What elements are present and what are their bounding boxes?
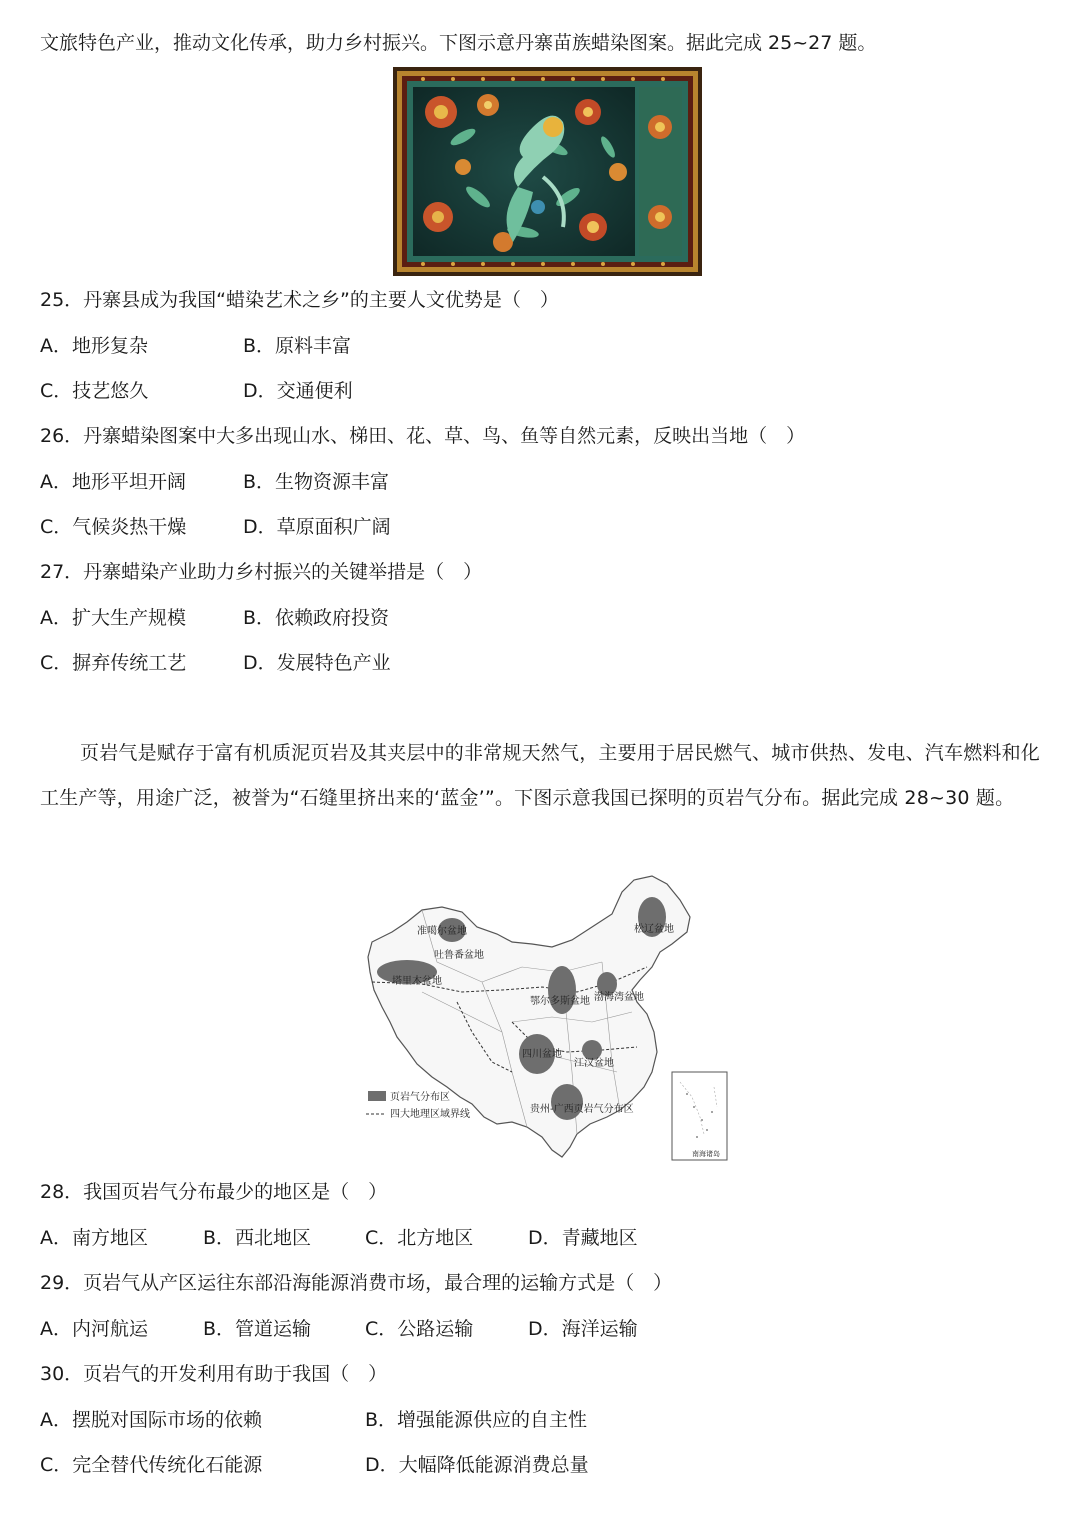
- label-junggar: 准噶尔盆地: [417, 926, 467, 937]
- label-turpan: 吐鲁番盆地: [434, 950, 484, 961]
- legend-shale-swatch: [368, 1091, 386, 1101]
- q28-option-c: C．北方地区: [365, 1227, 474, 1249]
- q30-option-a: A．摆脱对国际市场的依赖: [40, 1409, 262, 1431]
- q25-option-b: B．原料丰富: [243, 335, 352, 357]
- q29-option-c: C．公路运输: [365, 1318, 474, 1340]
- question-29-stem: 29．页岩气从产区运往东部沿海能源消费市场，最合理的运输方式是（ ）: [40, 1272, 673, 1294]
- q27-option-d: D．发展特色产业: [243, 652, 391, 674]
- q25-option-a: A．地形复杂: [40, 335, 148, 357]
- q28-option-d: D．青藏地区: [528, 1227, 638, 1249]
- batik-pattern-image: [393, 67, 702, 276]
- q30-option-b: B．增强能源供应的自主性: [365, 1409, 588, 1431]
- label-songliao: 松辽盆地: [634, 924, 674, 935]
- q26-option-b: B．生物资源丰富: [243, 471, 390, 493]
- question-27-stem: 27．丹寨蜡染产业助力乡村振兴的关键举措是（ ）: [40, 561, 483, 583]
- legend-shale-label: 页岩气分布区: [390, 1092, 450, 1103]
- china-shale-gas-map: [362, 872, 730, 1164]
- q27-option-a: A．扩大生产规模: [40, 607, 186, 629]
- q30-option-d: D．大幅降低能源消费总量: [365, 1454, 589, 1476]
- label-guizhou-guangxi: 贵州-广西页岩气分布区: [530, 1104, 634, 1115]
- label-bohai-bay: 渤海湾盆地: [594, 992, 644, 1003]
- q29-option-b: B．管道运输: [203, 1318, 312, 1340]
- q29-option-d: D．海洋运输: [528, 1318, 638, 1340]
- q25-option-c: C．技艺悠久: [40, 380, 149, 402]
- question-25-stem: 25．丹寨县成为我国“蜡染艺术之乡”的主要人文优势是（ ）: [40, 289, 559, 311]
- q27-option-b: B．依赖政府投资: [243, 607, 390, 629]
- label-sichuan: 四川盆地: [522, 1049, 562, 1060]
- q28-option-a: A．南方地区: [40, 1227, 148, 1249]
- q28-option-b: B．西北地区: [203, 1227, 312, 1249]
- intro-line: 文旅特色产业，推动文化传承，助力乡村振兴。下图示意丹寨苗族蜡染图案。据此完成 25~27 题。: [40, 32, 877, 54]
- q26-option-c: C．气候炎热干燥: [40, 516, 187, 538]
- q25-option-d: D．交通便利: [243, 380, 353, 402]
- south-china-sea-inset: [672, 1072, 727, 1160]
- q26-option-a: A．地形平坦开阔: [40, 471, 186, 493]
- q30-option-c: C．完全替代传统化石能源: [40, 1454, 263, 1476]
- question-28-stem: 28．我国页岩气分布最少的地区是（ ）: [40, 1181, 388, 1203]
- question-30-stem: 30．页岩气的开发利用有助于我国（ ）: [40, 1363, 388, 1385]
- inset-label: 南海诸岛: [692, 1150, 720, 1158]
- q26-option-d: D．草原面积广阔: [243, 516, 391, 538]
- label-tarim: 塔里木盆地: [392, 976, 442, 987]
- question-26-stem: 26．丹寨蜡染图案中大多出现山水、梯田、花、草、鸟、鱼等自然元素，反映出当地（ ）: [40, 425, 806, 447]
- q27-option-c: C．摒弃传统工艺: [40, 652, 187, 674]
- q29-option-a: A．内河航运: [40, 1318, 148, 1340]
- shale-gas-passage: 页岩气是赋存于富有机质泥页岩及其夹层中的非常规天然气，主要用于居民燃气、城市供热、发电、汽车燃料和化工生产等，用途广泛，被誉为“石缝里挤出来的‘蓝金’”。下图示意我国已探明的页岩气分布。据此完成 28~30 题。: [40, 742, 1041, 809]
- legend-boundary-label: 四大地理区域界线: [390, 1109, 470, 1120]
- label-ordos: 鄂尔多斯盆地: [530, 996, 590, 1007]
- label-jianghan: 江汉盆地: [574, 1058, 614, 1069]
